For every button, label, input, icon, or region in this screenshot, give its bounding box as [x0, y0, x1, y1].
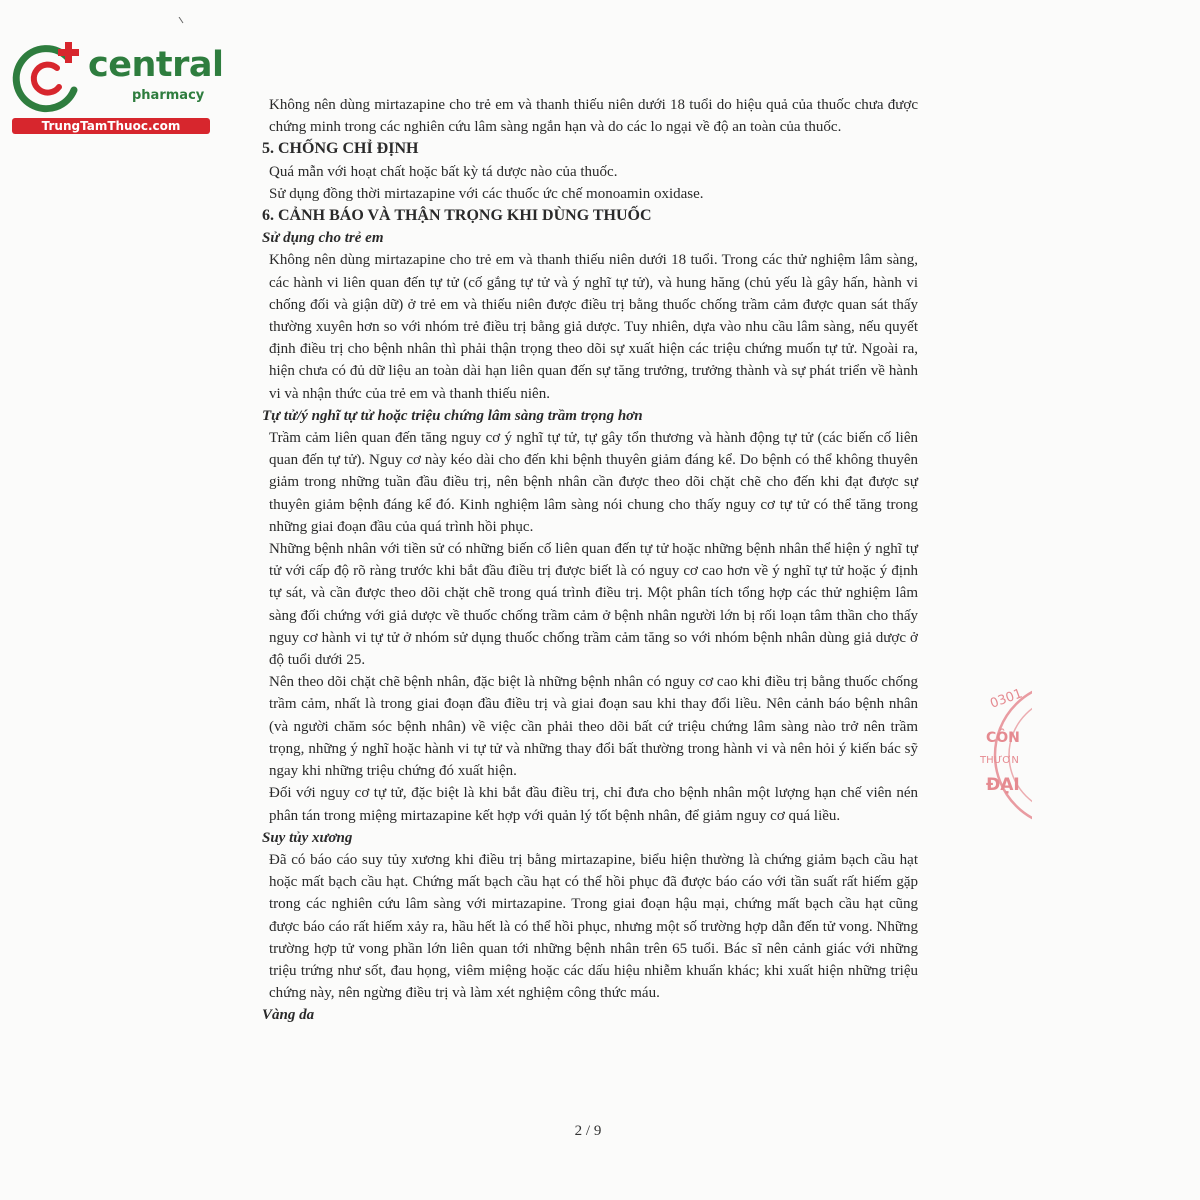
- paragraph-suicide-1: Trầm cảm liên quan đến tăng nguy cơ ý nghĩ tự tử, tự gây tổn thương và hành động tự tử (các biến cố liên quan đến tự tử). Nguy cơ này kéo dài cho đến khi bệnh thuyên giảm đáng kể. Do bệnh có thể không thuyên giảm trong những tuần đầu điều trị, nên bệnh nhân cần được theo dõi chặt chẽ cho đến khi đạt được sự thuyên giảm bệnh đáng kể đó. Kinh nghiệm lâm sàng nói chung cho thấy nguy cơ tự tử có thể tăng trong những giai đoạn đầu của quá trình hồi phục.: [269, 430, 918, 535]
- central-logo-mark-icon: [10, 38, 88, 114]
- subheading-jaundice: Vàng da: [262, 1007, 315, 1024]
- paragraph-bone-marrow: Đã có báo cáo suy tủy xương khi điều trị bằng mirtazapine, biểu hiện thường là chứng giảm bạch cầu hạt hoặc mất bạch cầu hạt. Chứng mất bạch cầu hạt có thể hồi phục đã được báo cáo với tần suất rất hiếm gặp trong các nghiên cứu lâm sàng với mirtazapine. Trong giai đoạn hậu mại, chứng mất bạch cầu hạt cũng được báo cáo rất hiếm xảy ra, hầu hết là có thể hồi phục, nhưng một số trường hợp dẫn đến tử vong. Những trường hợp tử vong phần lớn liên quan tới những bệnh nhân trên 65 tuổi. Bác sĩ nên cảnh giác với những triệu trứng như sốt, đau họng, viêm miệng hoặc các dấu hiệu nhiễm khuẩn khác; khi xuất hiện những triệu chứng này, nên ngừng điều trị và làm xét nghiệm công thức máu.: [269, 851, 918, 1002]
- page-number: 2 / 9: [574, 1123, 602, 1139]
- paragraph-children: Không nên dùng mirtazapine cho trẻ em và thanh thiếu niên dưới 18 tuổi. Trong các thử nghiệm lâm sàng, các hành vi liên quan đến tự tử (cố gắng tự tử và ý nghĩ tự tử), và hung hăng (chủ yếu là gây hấn, hành vi chống đối và giận dữ) ở trẻ em và thiếu niên được điều trị bằng thuốc chống trầm cảm được quan sát thấy thường xuyên hơn so với nhóm trẻ điều trị bằng giả dược. Tuy nhiên, dựa vào nhu cầu lâm sàng, nếu quyết định điều trị cho bệnh nhân thì phải thận trọng theo dõi sự xuất hiện các triệu chứng muốn tự tử. Ngoài ra, hiện chưa có đủ dữ liệu an toàn dài hạn liên quan đến sự tăng trưởng, trưởng thành và sự phát triển về hành vi và nhận thức của trẻ em và thanh thiếu niên.: [269, 252, 918, 402]
- logo-name: central: [88, 45, 224, 85]
- contraindication-1: Quá mẫn với hoạt chất hoặc bất kỳ tá dược nào của thuốc.: [269, 163, 618, 180]
- logo-website: TrungTamThuoc.com: [12, 118, 210, 134]
- heading-contraindications: 5. CHỐNG CHỈ ĐỊNH: [262, 140, 419, 158]
- logo-subtitle: pharmacy: [132, 88, 205, 103]
- subheading-suicide: Tự tử/ý nghĩ tự tử hoặc triệu chứng lâm sàng trầm trọng hơn: [262, 407, 643, 424]
- paragraph-suicide-3: Nên theo dõi chặt chẽ bệnh nhân, đặc biệt là những bệnh nhân có nguy cơ cao khi điều trị bằng thuốc chống trầm cảm, nhất là trong giai đoạn đầu điều trị và giai đoạn sau khi thay đổi liều. Nên cảnh báo bệnh nhân (và người chăm sóc bệnh nhân) về việc cần phải theo dõi bất cứ triệu chứng lâm sàng nào trở nên trầm trọng, những ý nghĩ hoặc hành vi tự tử và những thay đổi bất thường trong hành vi và nên hỏi ý kiến bác sỹ ngay khi những triệu chứng đó xuất hiện.: [269, 674, 918, 780]
- stamp-text-4: ĐẠI: [986, 775, 1020, 795]
- scan-mark: [178, 11, 184, 18]
- paragraph-intro: Không nên dùng mirtazapine cho trẻ em và thanh thiếu niên dưới 18 tuổi do hiệu quả của thuốc chưa được chứng minh trong các nghiên cứu lâm sàng ngắn hạn và do các lo ngại về độ an toàn của thuốc.: [269, 97, 918, 136]
- subheading-children: Sử dụng cho trẻ em: [262, 230, 384, 247]
- subheading-bone-marrow: Suy tủy xương: [262, 829, 353, 846]
- stamp-text-2: CÔN: [986, 730, 1020, 746]
- contraindication-2: Sử dụng đồng thời mirtazapine với các thuốc ức chế monoamin oxidase.: [269, 185, 704, 202]
- stamp-text-3: THƯƠN: [980, 755, 1019, 766]
- paragraph-suicide-4: Đối với nguy cơ tự tử, đặc biệt là khi bắt đầu điều trị, chỉ đưa cho bệnh nhân một lượng hạn chế viên nén phân tán trong miệng mirtazapine kết hợp với quản lý tốt bệnh nhân, để giảm nguy cơ quá liều.: [269, 785, 918, 824]
- heading-warnings: 6. CẢNH BÁO VÀ THẬN TRỌNG KHI DÙNG THUỐC: [262, 207, 652, 225]
- central-pharmacy-logo: [10, 38, 224, 138]
- document-page: [262, 94, 918, 1027]
- company-stamp: [972, 680, 1032, 830]
- stamp-text-1: 0301: [988, 686, 1025, 712]
- paragraph-suicide-2: Những bệnh nhân với tiền sử có những biến cố liên quan đến tự tử hoặc những bệnh nhân thể hiện ý nghĩ tự tử với cấp độ rõ ràng trước khi bắt đầu điều trị được biết là có nguy cơ cao hơn về ý nghĩ tự tử hoặc ý định tự sát, và cần được theo dõi chặt chẽ trong quá trình điều trị. Một phân tích tổng hợp các thử nghiệm lâm sàng đối chứng với giả dược về thuốc chống trầm cảm ở bệnh nhân người lớn bị rối loạn tâm thần cho thấy nguy cơ hành vi tự tử ở nhóm sử dụng thuốc chống trầm cảm tăng so với nhóm bệnh nhân dùng giả dược ở độ tuổi dưới 25.: [269, 541, 918, 669]
